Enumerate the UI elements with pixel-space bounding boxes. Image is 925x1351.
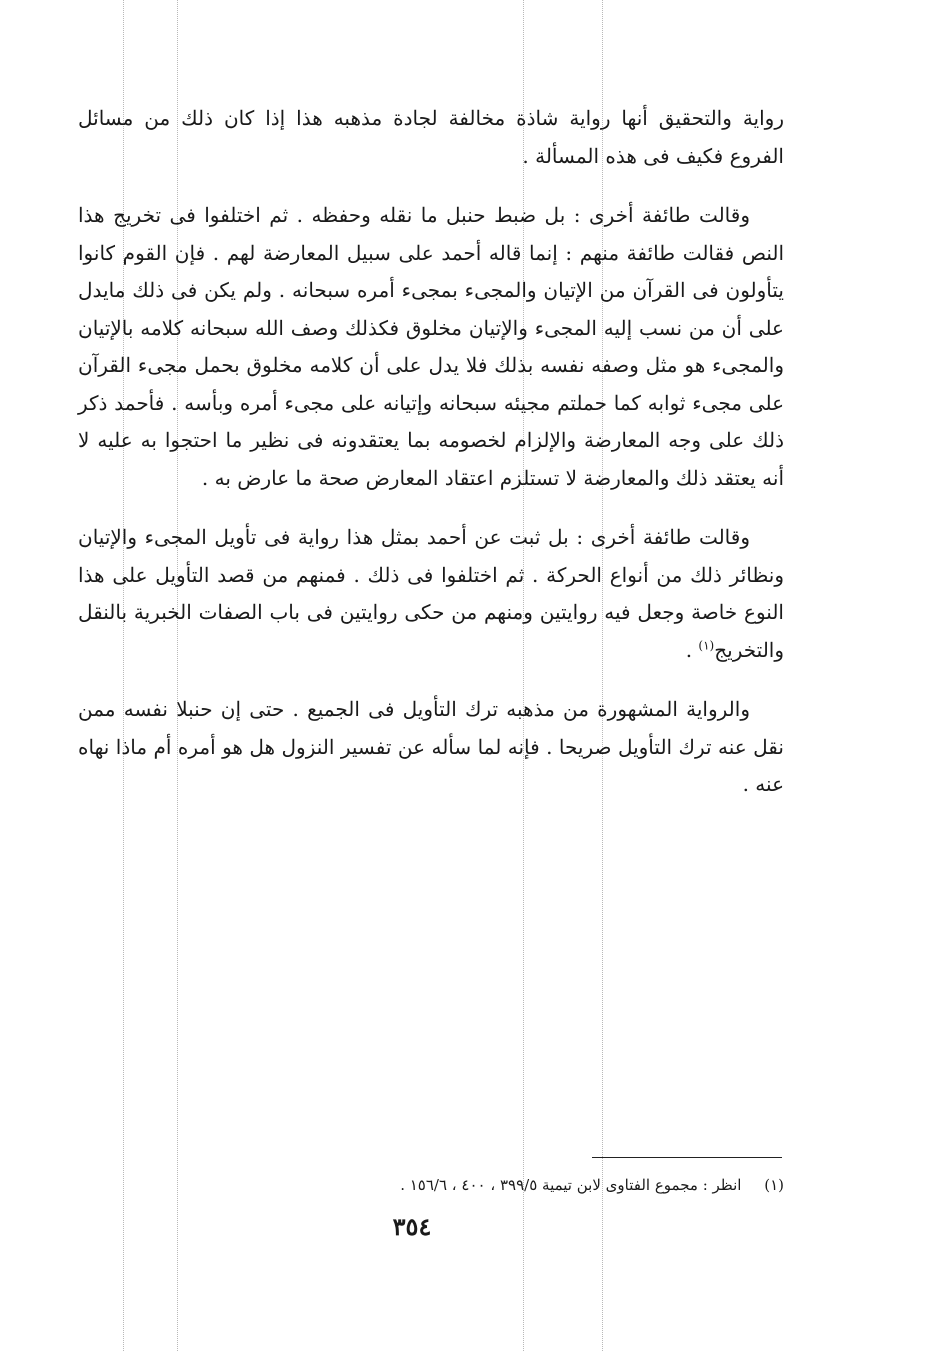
page-number: ٣٥٤ — [392, 1212, 432, 1241]
paragraph-3-end: . — [685, 637, 699, 662]
footnote-text: انظر : مجموع الفتاوى لابن تيمية ٣٩٩/٥ ، ٤٠٠ ، ١٥٦/٦ . — [400, 1176, 742, 1194]
paragraph-2: وقالت طائفة أخرى : بل ضبط حنبل ما نقله وحفظه . ثم اختلفوا فى تخريج هذا النص فقالت طائفة منهم : إنما قاله أحمد على سبيل المعارضة لهم . فإن القوم كانوا يتأولون فى القرآن من الإتيان والمجىء بمجىء أمره سبحانه . ولم يكن فى ذلك مايدل على أن من نسب إليه المجىء والإتيان مخلوق فكذلك وصف الله سبحانه كلامه بالإتيان والمجىء هو مثل وصفه نفسه بذلك فلا يدل على أن كلامه مخلوق بحمل مجىء القرآن على مجىء ثوابه كما حملتم مجيئه سبحانه وإتيانه على مجىء أمره وبأسه . فأحمد ذكر ذلك على وجه المعارضة والإلزام لخصومه بما يعتقدونه فى نظير ما احتجوا به عليه لا أنه يعتقد ذلك والمعارضة لا تستلزم اعتقاد المعارض صحة ما عارض به . — [78, 203, 785, 490]
footnote-reference[interactable]: (١) — [698, 637, 715, 652]
footnote-separator — [592, 1157, 782, 1158]
paragraph-4: والرواية المشهورة من مذهبه ترك التأويل فى الجميع . حتى إن حنبلا نفسه ممن نقل عنه ترك التأويل صريحا . فإنه لما سأله عن تفسير النزول هل هو أمره أم ماذا نهاه عنه . — [78, 697, 784, 796]
paragraph-1: رواية والتحقيق أنها رواية شاذة مخالفة لجادة مذهبه هذا إذا كان ذلك من مسائل الفروع فكيف فى هذه المسألة . — [78, 106, 784, 168]
page-body — [78, 100, 784, 826]
footnote — [250, 1172, 784, 1198]
paragraph-3-text: وقالت طائفة أخرى : بل ثبت عن أحمد بمثل هذا رواية فى تأويل المجىء والإتيان ونظائر ذلك من أنواع الحركة . ثم اختلفوا فى ذلك . فمنهم من قصد التأويل على هذا النوع خاصة وجعل فيه روايتين ومنهم من حكى روايتين فى باب الصفات الخبرية بالنقل والتخريج — [78, 525, 784, 662]
footnote-number: (١) — [764, 1176, 784, 1194]
paragraph-3 — [78, 519, 784, 669]
